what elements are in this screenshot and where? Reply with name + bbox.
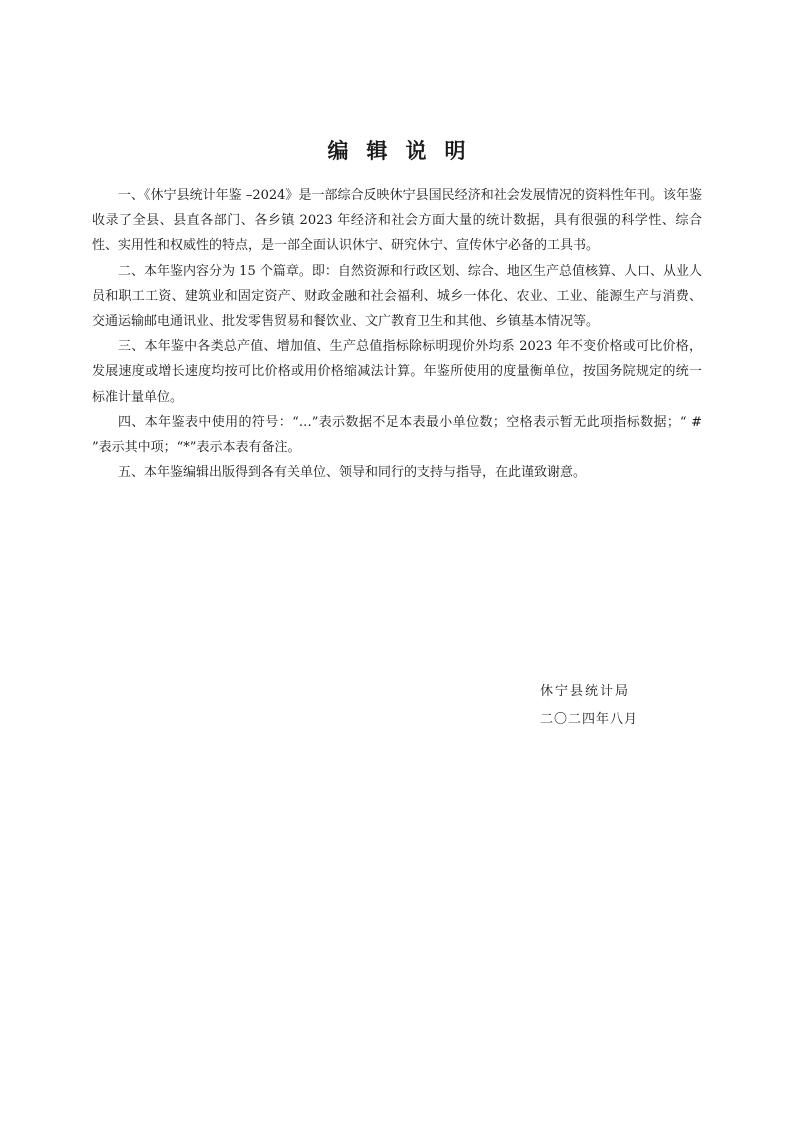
paragraph-1: 一、《休宁县统计年鉴 –2024》是一部综合反映休宁县国民经济和社会发展情况的资料性年刊。该年鉴收录了全县、县直各部门、各乡镇 2023 年经济和社会方面大量的统计数据，具有很强的科学性、综合性、实用性和权威性的特点，是一部全面认识休宁、研究休宁、宣传休宁必备的工具书。 — [92, 188, 702, 254]
signature-date: 二〇二四年八月 — [540, 712, 639, 727]
paragraph-3: 三、本年鉴中各类总产值、增加值、生产总值指标除标明现价外均系 2023 年不变价格或可比价格，发展速度或增长速度均按可比价格或用价格缩减法计算。年鉴所使用的度量衡单位，按国务院规定的统一标准计量单位。 — [92, 339, 702, 405]
page-title: 编辑说明 — [327, 139, 484, 163]
signature-organization: 休宁县统计局 — [540, 684, 631, 699]
document-body — [92, 183, 702, 485]
paragraph-2: 二、本年鉴内容分为 15 个篇章。即：自然资源和行政区划、综合、地区生产总值核算、人口、从业人员和职工工资、建筑业和固定资产、财政金融和社会福利、城乡一体化、农业、工业、能源生产与消费、交通运输邮电通讯业、批发零售贸易和餐饮业、文广教育卫生和其他、乡镇基本情况等。 — [92, 263, 702, 330]
paragraph-4: 四、本年鉴表中使用的符号：“…”表示数据不足本表最小单位数；空格表示暂无此项指标数据；“ # ”表示其中项；“*”表示本表有备注。 — [92, 414, 702, 456]
paragraph-5: 五、本年鉴编辑出版得到各有关单位、领导和同行的支持与指导，在此谨致谢意。 — [118, 465, 587, 481]
